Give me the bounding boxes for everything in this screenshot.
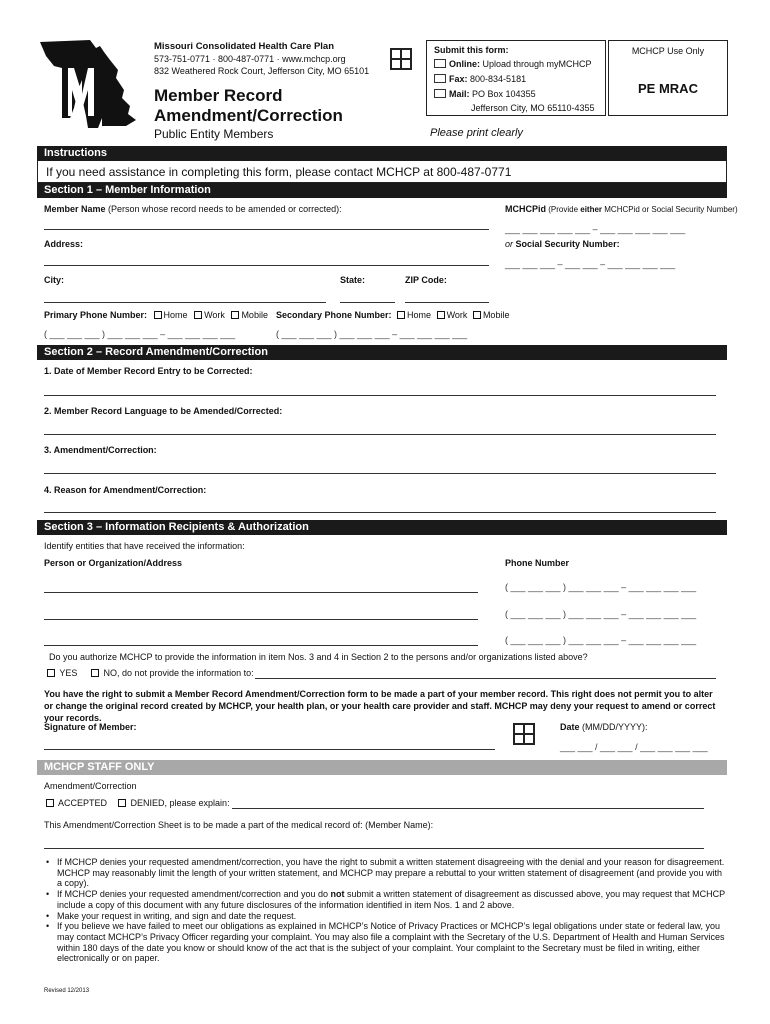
q4-label: 4. Reason for Amendment/Correction: xyxy=(44,485,207,495)
primary-phone-field[interactable]: ( ___ ___ ___ ) ___ ___ ___ – ___ ___ ___ ___ xyxy=(44,329,236,339)
ssn-field[interactable]: ___ ___ ___ – ___ ___ – ___ ___ ___ ___ xyxy=(505,259,676,269)
secondary-work-checkbox[interactable] xyxy=(437,311,445,319)
authorize-yes: YES xyxy=(47,668,77,678)
q2-label: 2. Member Record Language to be Amended/Corrected: xyxy=(44,406,283,416)
denied-option: DENIED, please explain: xyxy=(118,798,230,808)
mchcpid-field[interactable]: ___ ___ ___ ___ ___ – ___ ___ ___ ___ ___ xyxy=(505,224,686,234)
recipient-1-phone[interactable]: ( ___ ___ ___ ) ___ ___ ___ – ___ ___ ___ ___ xyxy=(505,582,697,592)
col-person-label: Person or Organization/Address xyxy=(44,558,183,568)
no-provide-field[interactable] xyxy=(255,678,716,679)
member-name-label: Member Name (Person whose record needs to be amended or corrected): xyxy=(44,204,342,214)
recipient-2-field[interactable] xyxy=(44,619,478,620)
submit-mail-city: Jefferson City, MO 65110-4355 xyxy=(471,103,595,113)
form-subtitle: Public Entity Members xyxy=(154,127,274,141)
amend-label: Amendment/Correction xyxy=(44,781,137,791)
address-label: Address: xyxy=(44,239,84,249)
no-checkbox[interactable] xyxy=(91,669,99,677)
zip-label: ZIP Code: xyxy=(405,275,447,285)
address-field[interactable] xyxy=(44,265,489,266)
accepted-checkbox[interactable] xyxy=(46,799,54,807)
yes-checkbox[interactable] xyxy=(47,669,55,677)
submit-box xyxy=(426,40,606,116)
date-label: Date (MM/DD/YYYY): xyxy=(560,722,648,732)
q3-field[interactable] xyxy=(44,473,716,474)
section1-bar: Section 1 – Member Information xyxy=(37,183,727,198)
note-item: • If MCHCP denies your requested amendment/correction and you do not submit a written statement of disagreement as discussed above, you may request that MCHCP include a copy of this document with any future disclosures of the information identified in item Nos. 1 and 2 above. xyxy=(46,889,726,910)
sheet-text: This Amendment/Correction Sheet is to be made a part of the medical record of: (Member Name): xyxy=(44,820,434,830)
authorize-no: NO, do not provide the information to: xyxy=(91,668,254,678)
denied-checkbox[interactable] xyxy=(118,799,126,807)
date-field[interactable]: ___ ___ / ___ ___ / ___ ___ ___ ___ xyxy=(560,742,708,752)
submit-mail: Mail: PO Box 104355 xyxy=(434,89,536,99)
recipient-3-phone[interactable]: ( ___ ___ ___ ) ___ ___ ___ – ___ ___ ___ ___ xyxy=(505,635,697,645)
secondary-home-checkbox[interactable] xyxy=(397,311,405,319)
print-note: Please print clearly xyxy=(430,127,523,139)
org-name: Missouri Consolidated Health Care Plan xyxy=(154,41,335,52)
use-only-box xyxy=(608,40,728,116)
staff-only-bar: MCHCP STAFF ONLY xyxy=(37,760,727,775)
primary-work-checkbox[interactable] xyxy=(194,311,202,319)
signature-field[interactable] xyxy=(44,749,495,750)
signature-label: Signature of Member: xyxy=(44,722,137,732)
instructions-box xyxy=(37,161,727,183)
use-only-heading: MCHCP Use Only xyxy=(631,46,705,56)
notes-list xyxy=(46,857,726,964)
rights-text: You have the right to submit a Member Record Amendment/Correction form to be made a part of your member record. This right does not permit you to alter or change the original record created by MCHCP, your health plan, or your health care provider and staff. MCHCP may deny your request to amend or correct your records. xyxy=(44,689,716,723)
accepted-option: ACCEPTED xyxy=(46,798,107,808)
mail-icon xyxy=(434,89,446,98)
instructions-bar: Instructions xyxy=(37,146,727,161)
form-title-line1: Member Record xyxy=(154,86,283,105)
ssn-label: or Social Security Number: xyxy=(505,239,620,249)
member-name-field[interactable] xyxy=(44,229,489,230)
grid-icon xyxy=(513,723,535,745)
submit-heading: Submit this form: xyxy=(434,45,509,55)
section2-bar: Section 2 – Record Amendment/Correction xyxy=(37,345,727,360)
q3-label: 3. Amendment/Correction: xyxy=(44,445,157,455)
grid-icon xyxy=(390,48,412,70)
recipient-3-field[interactable] xyxy=(44,645,478,646)
col-phone-label: Phone Number xyxy=(505,558,570,568)
mchcpid-label: MCHCPid (Provide either MCHCPid or Social Security Number) xyxy=(505,204,738,214)
state-field[interactable] xyxy=(340,302,395,303)
fax-icon xyxy=(434,74,446,83)
identify-text: Identify entities that have received the information: xyxy=(44,541,245,551)
section3-bar: Section 3 – Information Recipients & Authorization xyxy=(37,520,727,535)
recipient-2-phone[interactable]: ( ___ ___ ___ ) ___ ___ ___ – ___ ___ ___ ___ xyxy=(505,609,697,619)
city-label: City: xyxy=(44,275,64,285)
use-only-code: PE MRAC xyxy=(638,81,698,96)
member-name-record-field[interactable] xyxy=(44,848,704,849)
q1-field[interactable] xyxy=(44,395,716,396)
state-label: State: xyxy=(340,275,366,285)
submit-fax: Fax: 800-834-5181 xyxy=(434,74,526,84)
online-icon xyxy=(434,59,446,68)
secondary-mobile-checkbox[interactable] xyxy=(473,311,481,319)
secondary-phone-field[interactable]: ( ___ ___ ___ ) ___ ___ ___ – ___ ___ ___ ___ xyxy=(276,329,468,339)
missouri-logo-icon xyxy=(38,38,140,130)
submit-online: Online: Upload through myMCHCP xyxy=(434,59,592,69)
city-field[interactable] xyxy=(44,302,326,303)
note-item: • Make your request in writing, and sign and date the request. xyxy=(46,911,726,922)
q1-label: 1. Date of Member Record Entry to be Corrected: xyxy=(44,366,253,376)
secondary-phone-row: Secondary Phone Number: Home Work Mobile xyxy=(276,310,510,320)
primary-phone-row: Primary Phone Number: Home Work Mobile xyxy=(44,310,268,320)
primary-mobile-checkbox[interactable] xyxy=(231,311,239,319)
zip-field[interactable] xyxy=(405,302,489,303)
contact-line: 573-751-0771 · 800-487-0771 · www.mchcp.org xyxy=(154,54,346,64)
note-item: • If MCHCP denies your requested amendment/correction, you have the right to submit a written statement disagreeing with the denial and your reason for disagreement. MCHCP may reasonably limit the length of your written statement, and MCHCP may prepare a rebuttal to your written statement of disagreement (and provide you with a copy). xyxy=(46,857,726,889)
revised-date: Revised 12/2013 xyxy=(44,988,90,994)
address-line: 832 Weathered Rock Court, Jefferson City, MO 65101 xyxy=(154,66,370,76)
recipient-1-field[interactable] xyxy=(44,592,478,593)
denied-explain-field[interactable] xyxy=(232,808,704,809)
q2-field[interactable] xyxy=(44,434,716,435)
q4-field[interactable] xyxy=(44,512,716,513)
authorize-question: Do you authorize MCHCP to provide the information in item Nos. 3 and 4 in Section 2 to the persons and/or organizations listed above? xyxy=(49,652,588,662)
primary-home-checkbox[interactable] xyxy=(154,311,162,319)
note-item: • If you believe we have failed to meet our obligations as explained in MCHCP’s Notice of Privacy Practices or MCHCP’s legal obligations under state or federal law, you may contact MCHCP’s Privacy Officer regarding your complaint. You may also file a complaint with the Secretary of the U.S. Department of Health and Human Services within 180 days of the date you know or should know of the act that is the subject of your complaint. Your complaint to the Secretary must be filed in writing, either electronically or on paper. xyxy=(46,921,726,964)
form-title-line2: Amendment/Correction xyxy=(154,106,343,125)
instructions-text: If you need assistance in completing this form, please contact MCHCP at 800-487-0771 xyxy=(46,165,512,179)
